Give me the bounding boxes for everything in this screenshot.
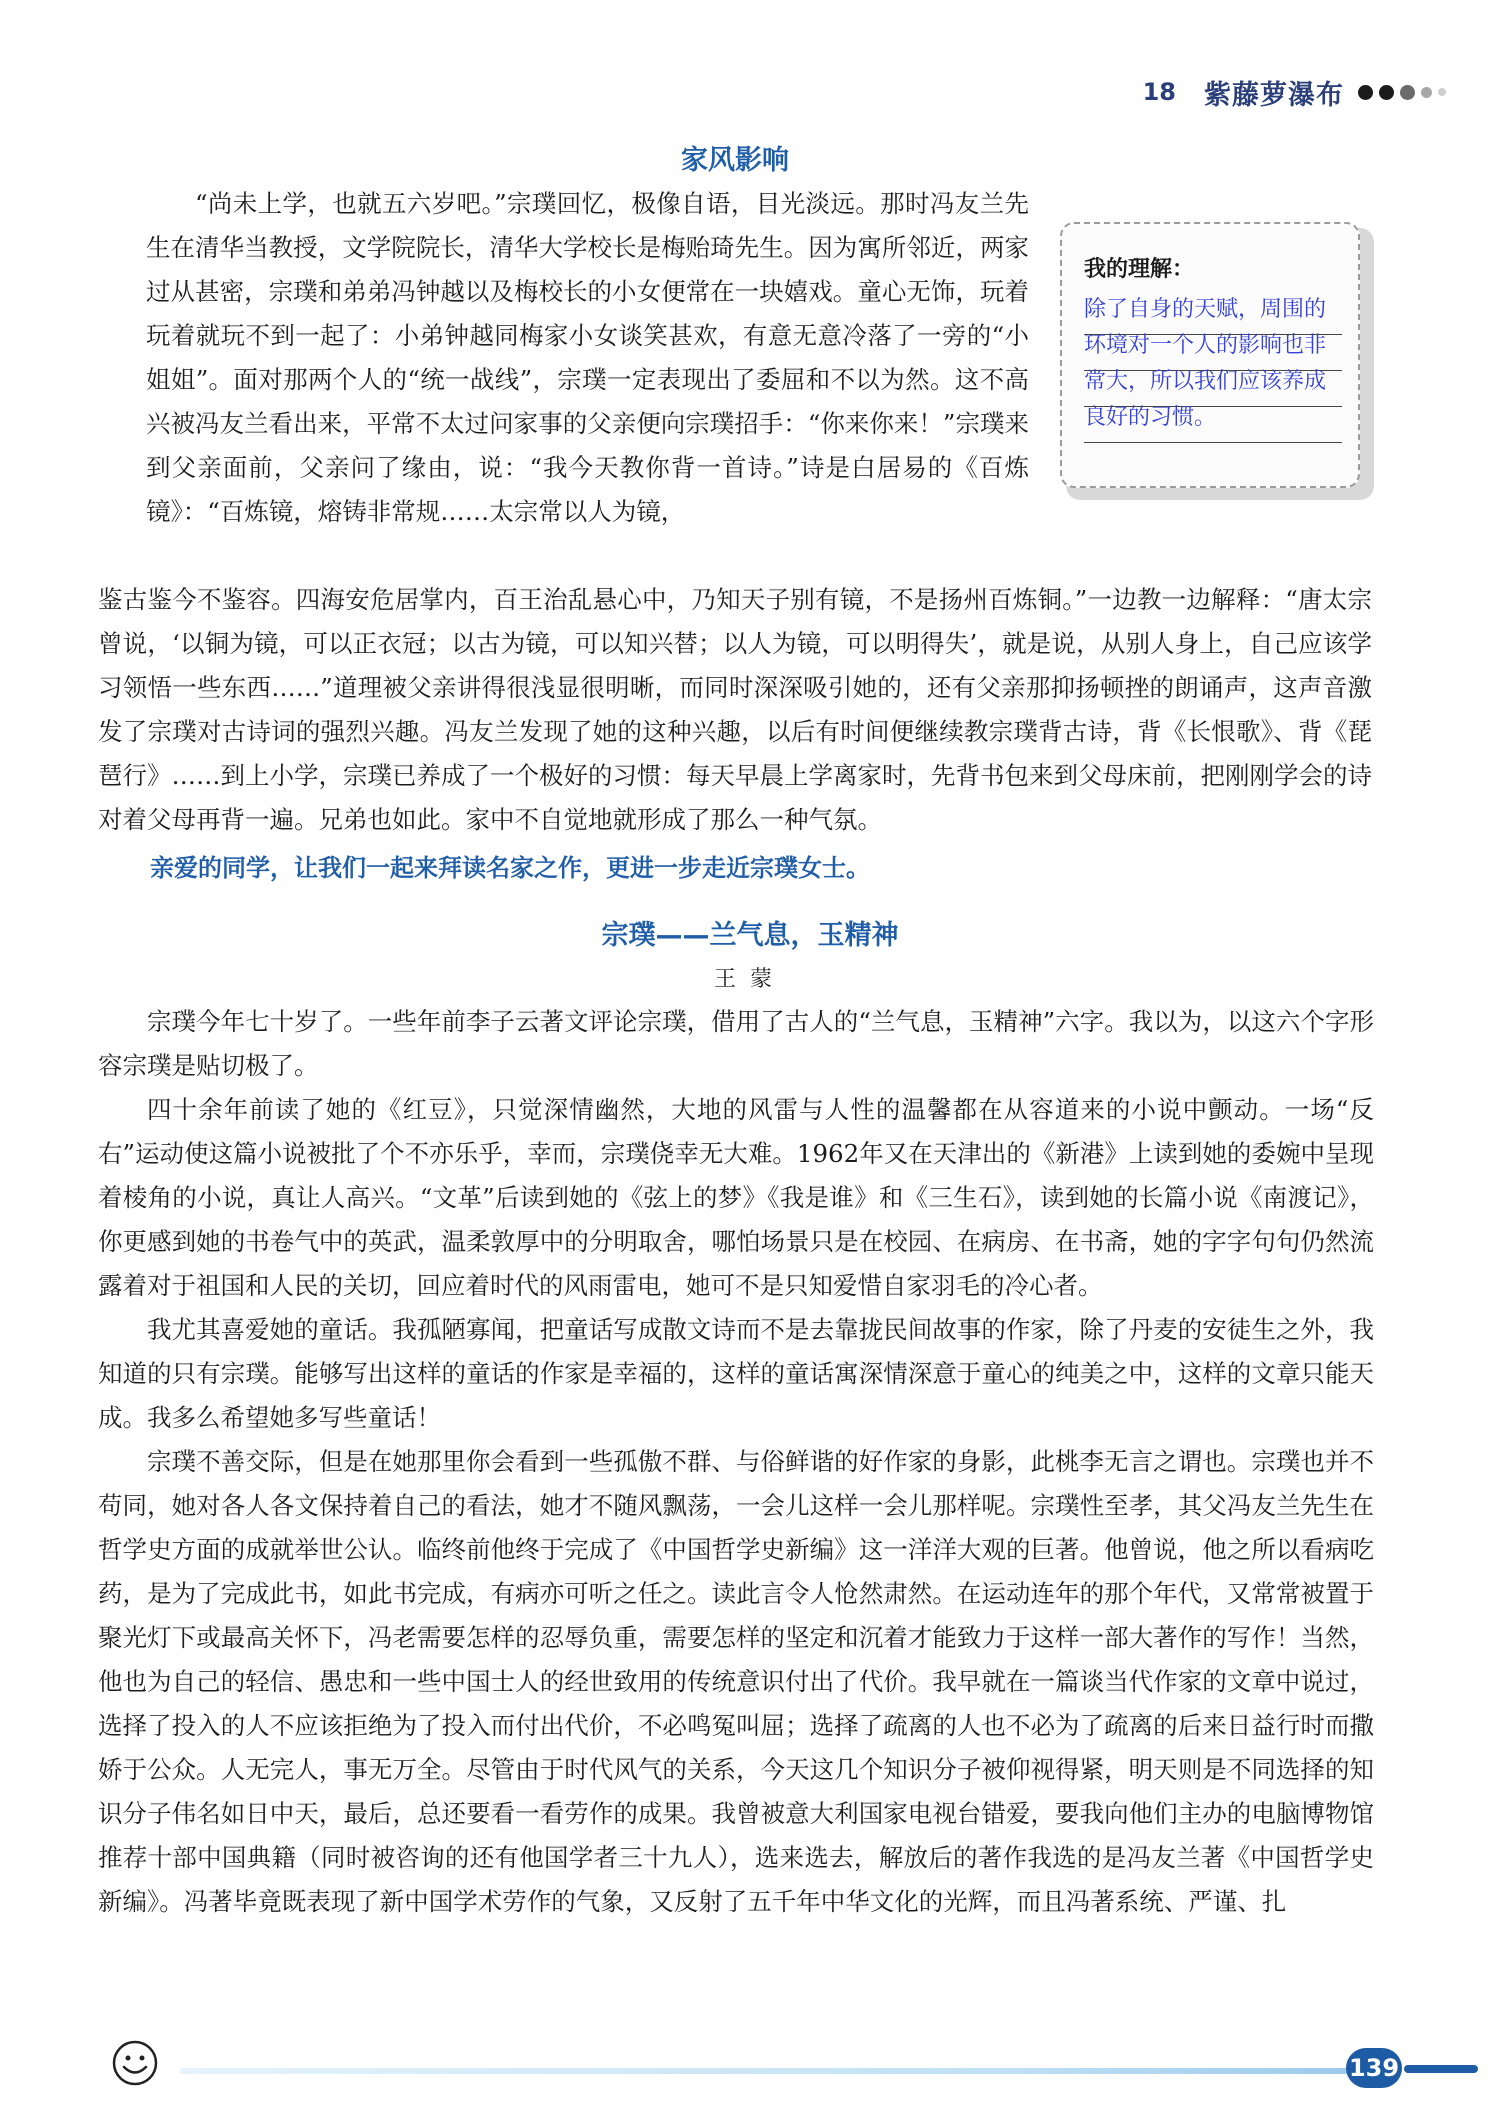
article-paragraph: 四十余年前读了她的《红豆》，只觉深情幽然，大地的风雷与人性的温馨都在从容道来的小说中颤动。一场“反右”运动使这篇小说被批了个不亦乐乎，幸而，宗璞侥幸无大难。1962年又在天津出的《新港》上读到她的委婉中呈现着棱角的小说，真让人高兴。“文革”后读到她的《弦上的梦》《我是谁》和《三生石》，读到她的长篇小说《南渡记》，你更感到她的书卷气中的英武，温柔敦厚中的分明取舍，哪怕场景只是在校园、在病房、在书斋，她的字字句句仍然流露着对于祖国和人民的关切，回应着时代的风雨雷电，她可不是只知爱惜自家羽毛的冷心者。 bbox=[98, 1095, 1374, 1300]
note-box bbox=[1060, 222, 1360, 488]
article-body bbox=[98, 1000, 1374, 1924]
footer-divider bbox=[180, 2068, 1360, 2074]
chapter-header bbox=[1143, 72, 1452, 112]
section1-paragraph: “尚未上学，也就五六岁吧。”宗璞回忆，极像自语，目光淡远。那时冯友兰先生在清华当教授，文学院院长，清华大学校长是梅贻琦先生。因为寓所邻近，两家过从甚密，宗璞和弟弟冯钟越以及梅校长的小女便常在一块嬉戏。童心无饰，玩着玩着就玩不到一起了：小弟钟越同梅家小女谈笑甚欢，有意无意冷落了一旁的“小姐姐”。面对那两个人的“统一战线”，宗璞一定表现出了委屈和不以为然。这不高兴被冯友兰看出来，平常不太过问家事的父亲便向宗璞招手：“你来你来！”宗璞来到父亲面前，父亲问了缘由，说：“我今天教你背一首诗。”诗是白居易的《百炼镜》：“百炼镜，熔铸非常规……太宗常以人为镜， bbox=[146, 189, 1029, 526]
chapter-title: 紫藤萝瀑布 bbox=[1204, 79, 1344, 111]
article-paragraph: 宗璞今年七十岁了。一些年前李子云著文评论宗璞，借用了古人的“兰气息，玉精神”六字。我以为，以这六个字形容宗璞是贴切极了。 bbox=[98, 1007, 1374, 1080]
article-author: 王蒙 bbox=[713, 967, 786, 992]
lead-sentence: 亲爱的同学，让我们一起来拜读名家之作，更进一步走近宗璞女士。 bbox=[150, 854, 870, 882]
article-paragraph: 宗璞不善交际，但是在她那里你会看到一些孤傲不群、与俗鲜谐的好作家的身影，此桃李无言之谓也。宗璞也并不苟同，她对各人各文保持着自己的看法，她才不随风飘荡，一会儿这样一会儿那样呢。宗璞性至孝，其父冯友兰先生在哲学史方面的成就举世公认。临终前他终于完成了《中国哲学史新编》这一洋洋大观的巨著。他曾说，他之所以看病吃药，是为了完成此书，如此书完成，有病亦可听之任之。读此言令人怆然肃然。在运动连年的那个年代，又常常被置于聚光灯下或最高关怀下，冯老需要怎样的忍辱负重，需要怎样的坚定和沉着才能致力于这样一部大著作的写作！当然，他也为自己的轻信、愚忠和一些中国士人的经世致用的传统意识付出了代价。我早就在一篇谈当代作家的文章中说过，选择了投入的人不应该拒绝为了投入而付出代价，不必鸣冤叫屈；选择了疏离的人也不必为了疏离的后来日益行时而撒娇于公众。人无完人，事无万全。尽管由于时代风气的关系，今天这几个知识分子被仰视得紧，明天则是不同选择的知识分子伟名如日中天，最后，总还要看一看劳作的成果。我曾被意大利国家电视台错爱，要我向他们主办的电脑博物馆推荐十部中国典籍（同时被咨询的还有他国学者三十九人），选来选去，解放后的著作我选的是冯友兰著《中国哲学史新编》。冯著毕竟既表现了新中国学术劳作的气象，又反射了五千年中华文化的光辉，而且冯著系统、严谨、扎 bbox=[98, 1447, 1374, 1916]
handwritten-note-text: 除了自身的天赋，周围的环境对一个人的影响也非常大，所以我们应该养成良好的习惯。 bbox=[1084, 297, 1327, 430]
page-footer bbox=[110, 2038, 1490, 2098]
footer-tail-bar bbox=[1404, 2065, 1478, 2073]
article-paragraph: 我尤其喜爱她的童话。我孤陋寡闻，把童话写成散文诗而不是去靠拢民间故事的作家，除了丹麦的安徒生之外，我知道的只有宗璞。能够写出这样的童话的作家是幸福的，这样的童话寓深情深意于童心的纯美之中，这样的文章只能天成。我多么希望她多写些童话！ bbox=[98, 1315, 1374, 1432]
smiley-icon bbox=[110, 2038, 160, 2088]
chapter-number: 18 bbox=[1142, 78, 1176, 106]
note-heading: 我的理解： bbox=[1084, 257, 1195, 282]
decorative-dots-icon bbox=[1358, 85, 1452, 100]
page-number: 139 bbox=[1346, 2048, 1402, 2088]
note-rule-line bbox=[1084, 442, 1342, 443]
article-title: 宗璞——兰气息，玉精神 bbox=[601, 920, 899, 951]
understanding-note-card bbox=[1060, 222, 1380, 507]
section-title-family-influence: 家风影响 bbox=[681, 145, 789, 176]
section1-paragraph-continued: 鉴古鉴今不鉴容。四海安危居掌内，百王治乱悬心中，乃知天子别有镜，不是扬州百炼铜。”一边教一边解释：“唐太宗曾说，‘以铜为镜，可以正衣冠；以古为镜，可以知兴替；以人为镜，可以明得失’，就是说，从别人身上，自己应该学习领悟一些东西……”道理被父亲讲得很浅显很明晰，而同时深深吸引她的，还有父亲那抑扬顿挫的朗诵声，这声音激发了宗璞对古诗词的强烈兴趣。冯友兰发现了她的这种兴趣，以后有时间便继续教宗璞背古诗，背《长恨歌》、背《琵琶行》……到上小学，宗璞已养成了一个极好的习惯：每天早晨上学离家时，先背书包来到父母床前，把刚刚学会的诗对着父母再背一遍。兄弟也如此。家中不自觉地就形成了那么一种气氛。 bbox=[98, 585, 1372, 834]
